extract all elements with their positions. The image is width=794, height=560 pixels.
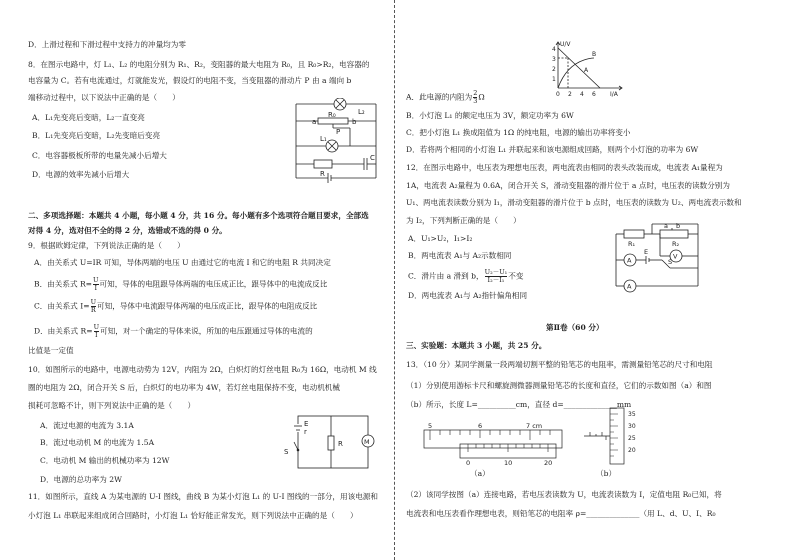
label-r: R: [320, 170, 325, 178]
q11-option-b: B．小灯泡 L₁ 的额定电压为 3V，额定功率为 6W: [406, 111, 574, 120]
label-curve-b: B: [592, 51, 597, 58]
q9-stem: 9．根据欧姆定律，下列说法正确的是（ ）: [28, 241, 185, 250]
tick-y-1: 1: [552, 76, 556, 83]
q9-b-pre: B．由关系式 R=: [34, 279, 93, 289]
q9-option-a: A．由关系式 U=IR 可知，导体两端的电压 U 由通过它的电流 I 和它的电阻 R 共同决定: [34, 258, 331, 267]
micrometer-figure: [580, 404, 650, 468]
label-b: b: [352, 118, 357, 126]
label-a2: A: [627, 282, 632, 291]
fraction-u-over-i-2: $\frac{U}{I}$: [93, 323, 100, 339]
q13-stem-3: （b）所示，长度 L=__________cm，直径 d=______________mm: [406, 400, 632, 409]
q13-stem-1: 13．（10 分）某同学测量一段两端切割平整的铅笔芯的电阻率，需测量铅笔芯的尺寸和电阻: [406, 360, 713, 369]
section-3-heading: 三、实验题：本题共 3 小题，共 25 分。: [406, 341, 547, 350]
q10-stem-1: 10．如图所示的电路中，电源电动势为 12V，内阻为 2Ω，白炽灯的灯丝电阻 R₀为 16Ω，电动机 M 线: [28, 365, 377, 374]
q12-stem-1: 12．在图示电路中，电压表为理想电压表，两电流表由相同的表头改装而成，电流表 A₁量程为: [406, 163, 723, 172]
fraction-u-over-r: $\frac{U}{R}$: [90, 298, 97, 314]
q11-ui-graph: [544, 38, 628, 98]
q9-d-post: 可知，对一个确定的导体来说，所加的电压跟通过导体的电流的: [100, 326, 313, 336]
fraction-u-over-i: $\frac{U}{I}$: [93, 276, 99, 292]
tick-x-2: 2: [568, 91, 572, 98]
q8-option-d: D．电源的效率先减小后增大: [32, 170, 130, 179]
label-l2: L₂: [358, 108, 365, 116]
tick-y-3: 3: [552, 56, 556, 63]
q11-stem-2: 小灯泡 L₁ 串联起来组成闭合回路时，小灯泡 L₁ 恰好能正常发光，则下列说法中正确的是（ ）: [28, 511, 358, 520]
q12-stem-3: U₁、两电流表读数分别为 I₁，滑动变阻器的滑片位于 b 点时，电压表的读数为 U₂、两电流表示数和: [406, 198, 742, 207]
label-e: E: [304, 420, 309, 428]
label-r2: R₂: [672, 240, 680, 248]
q11-option-c: C．把小灯泡 L₁ 换成阻值为 1Ω 的纯电阻，电源的输出功率将变小: [406, 128, 631, 137]
label-a12: a: [664, 222, 668, 230]
q8-option-a: A．L₁先变亮后变暗，L₂一直变亮: [32, 113, 145, 122]
mic-20: 20: [628, 447, 636, 454]
label-m: M: [364, 438, 370, 446]
mic-35: 35: [628, 411, 636, 418]
q10-option-c: C．电动机 M 输出的机械功率为 12W: [40, 456, 170, 465]
q9-option-d: [34, 324, 313, 339]
q10-stem-2: 圈的电阻为 2Ω，闭合开关 S 后，白炽灯的电功率为 4W，若灯丝电阻保持不变，电动机机械: [28, 383, 340, 392]
q12-option-b: B．两电流表 A₁与 A₂示数相同: [408, 251, 512, 260]
label-r1: R₁: [628, 240, 636, 248]
vernier-10: 10: [504, 459, 513, 467]
q9-d-pre: D．由关系式 R=: [34, 326, 93, 336]
q10-option-a: A．流过电源的电流为 3.1A: [40, 421, 134, 430]
label-curve-a: A: [584, 67, 589, 74]
mic-25: 25: [628, 435, 636, 442]
q9-b-post: 可知，导体的电阻跟导体两端的电压成正比，跟导体中的电流成反比: [99, 279, 328, 289]
q9-option-d-cont: 比值是一定值: [28, 346, 74, 355]
vernier-0: 0: [466, 459, 471, 467]
q9-option-c: [34, 299, 317, 314]
q10-circuit-diagram: [264, 410, 376, 474]
q13-stem-2: （1）分别使用游标卡尺和螺旋测微器测量铅笔芯的长度和直径，它们的示数如图（a）和图: [406, 381, 712, 390]
q9-option-b: [34, 277, 327, 292]
section-2-heading-1: 二、多项选择题：本题共 4 小题，每小题 4 分，共 16 分。每小题有多个选项符合题目要求，全部选: [28, 211, 369, 220]
q8-stem-2: 电容量为 C。若有电流通过，灯就能发光，假设灯的电阻不变，当变阻器的滑动片 P 由 a 端向 b: [28, 76, 352, 85]
label-a: a: [312, 118, 317, 126]
q11-stem-1: 11．如图所示，直线 A 为某电源的 U-I 图线，曲线 B 为某小灯泡 L₁ 的 U-I 图线的一部分，用该电源和: [28, 492, 378, 501]
label-s12: S: [668, 258, 673, 266]
q8-circuit-diagram: [290, 98, 382, 186]
fraction-du-di: $\frac{\text{U₂－U₁}}{\text{I₂－I₁}}$: [484, 268, 508, 284]
q12-stem-4: 为 I₂，下列判断正确的是（ ）: [406, 216, 521, 225]
mic-30: 30: [628, 423, 636, 430]
q8-option-b: B．L₁先变亮后变暗，L₂先变暗后变亮: [32, 131, 161, 140]
q8-option-c: C．电容器极板所带的电量先减小后增大: [32, 151, 167, 160]
fig-a-caption: （a）: [470, 469, 490, 478]
q13-part2-1: （2）该同学按图（a）连接电路，若电压表读数为 U，电流表读数为 I，定值电阻 R₀已知，将: [406, 490, 722, 499]
caliper-7cm: 7 cm: [526, 422, 543, 430]
left-column: [28, 0, 386, 560]
label-c: C: [370, 154, 375, 162]
q9-c-post: 可知，导体中电流跟导体两端的电压成正比，跟导体的电阻成反比: [97, 301, 318, 311]
curve-b: [558, 58, 594, 88]
vernier-20: 20: [544, 459, 553, 467]
label-s: S: [284, 448, 289, 456]
caliper-5: 5: [428, 422, 433, 430]
q12-circuit-diagram: [602, 216, 704, 300]
tick-y-2: 2: [552, 66, 556, 73]
q9-c-pre: C．由关系式 I=: [34, 301, 90, 311]
q12-option-c: [408, 269, 523, 284]
caliper-6: 6: [478, 422, 483, 430]
q12-c-post: 不变: [508, 271, 524, 281]
q13-part2-2: 电流表和电压表看作理想电表，则铅笔芯的电阻率 ρ=______________（用 L、d、U、I、R₀: [406, 509, 716, 518]
right-column: [406, 0, 776, 560]
column-divider: [394, 0, 395, 560]
tick-x-6: 6: [592, 91, 596, 98]
q12-option-d: D．两电流表 A₁与 A₂指针偏角相同: [408, 291, 528, 300]
vernier-caliper-figure: [420, 420, 566, 480]
q12-c-pre: C．滑片由 a 滑到 b，: [408, 271, 484, 281]
q10-option-d: D．电源的总功率为 2W: [40, 475, 122, 484]
q12-option-a: A．U₁>U₂，I₁>I₂: [408, 234, 473, 243]
fig-b-caption: （b）: [596, 469, 617, 478]
tick-x-0: 0: [556, 91, 560, 98]
q10-stem-3: 损耗可忽略不计，则下列说法中正确的是（ ）: [28, 401, 196, 410]
label-a1: A: [627, 256, 632, 265]
q8-stem-3: 端移动过程中，以下说法中正确的是（ ）: [28, 93, 180, 102]
q11-option-a: [406, 90, 485, 105]
fraction-2-3: $\frac{2}{3}$: [473, 89, 478, 105]
label-b12: b: [676, 222, 681, 230]
axis-i-label: I/A: [610, 91, 618, 98]
label-l1: L₁: [320, 135, 327, 143]
tick-y-4: 4: [552, 46, 556, 53]
label-rl: R: [338, 440, 343, 448]
label-v: V: [673, 252, 678, 261]
q8-stem-1: 8．在图示电路中，灯 L₁、L₂ 的电阻分别为 R₁、R₂，变阻器的最大电阻为 R₀，且 R₀>R₂，电容器的: [28, 60, 370, 69]
axis-u-label: U/V: [560, 41, 571, 48]
part-2-title: 第Ⅱ卷（60 分）: [546, 323, 604, 332]
section-2-heading-2: 对得 4 分，选对但不全的得 2 分，选错或不选的得 0 分。: [28, 226, 227, 235]
q11-a-post: Ω: [478, 92, 485, 102]
q12-stem-2: 1A，电流表 A₂量程为 0.6A，闭合开关 S，滑动变阻器的滑片位于 a 点时，电压表的读数分别为: [406, 181, 730, 190]
tick-x-4: 4: [580, 91, 584, 98]
label-r-internal: r: [304, 428, 307, 436]
label-r0: R₀: [328, 111, 336, 119]
q11-option-d: D．若将两个相同的小灯泡 L₁ 并联起来和该电源组成回路，则两个小灯泡的功率为 6W: [406, 145, 699, 154]
q11-a-pre: A．此电源的内阻为: [406, 92, 473, 102]
label-p: P: [336, 128, 341, 136]
q7-option-d: D．上滑过程和下滑过程中支持力的冲量均为零: [28, 40, 186, 49]
q10-option-b: B．流过电动机 M 的电流为 1.5A: [40, 438, 155, 447]
label-e12: E: [644, 248, 649, 256]
